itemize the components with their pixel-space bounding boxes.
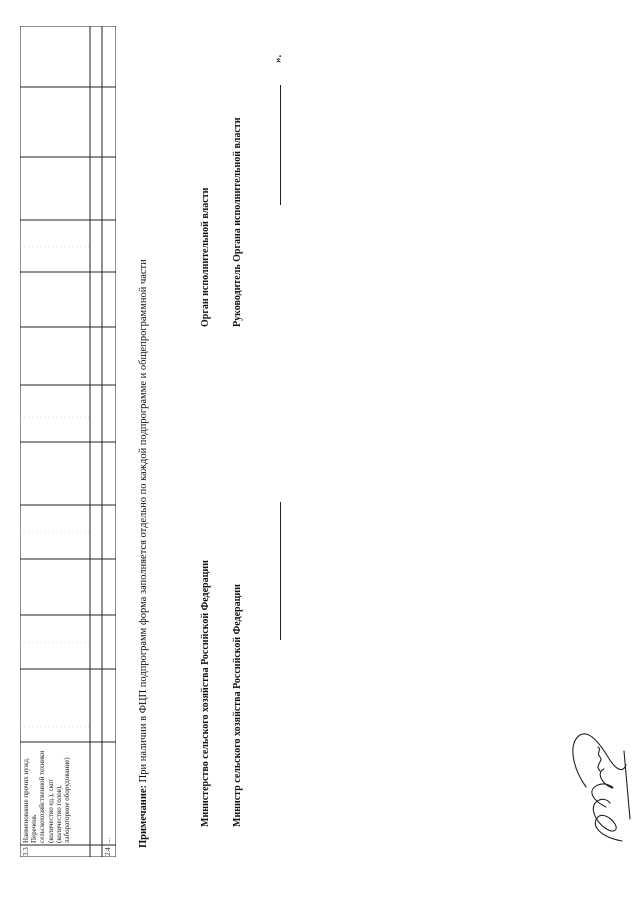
minister-signature-line bbox=[280, 502, 281, 640]
row-label-line: сельскохозяйственной техники bbox=[38, 750, 47, 843]
ministry-name: Министерство сельского хозяйства Российской Федерации bbox=[200, 560, 211, 827]
authority-signature-line bbox=[280, 85, 281, 205]
row-label-line: (количество ед.), скот bbox=[46, 778, 55, 843]
footnote-prefix: Примечание: bbox=[138, 784, 149, 848]
data-table bbox=[20, 26, 116, 857]
row-number: 2.4 bbox=[104, 847, 112, 856]
row-number: 3.3 bbox=[22, 847, 30, 856]
table-grid bbox=[20, 26, 116, 857]
footnote bbox=[138, 259, 149, 848]
authority-head-title: Руководитель Органа исполнительной власти bbox=[232, 117, 243, 327]
row-label-line: лабораторное оборудование) bbox=[63, 757, 72, 843]
date-closing-mark: ». bbox=[272, 54, 284, 63]
row-label-line: Перечень bbox=[30, 814, 39, 843]
row-label-line: Наименование прочих нужд. bbox=[22, 757, 30, 843]
row-label bbox=[22, 751, 71, 843]
minister-title: Министр сельского хозяйства Российской Федерации bbox=[232, 584, 243, 827]
row-label-line: (количество голов), bbox=[54, 785, 63, 843]
footnote-text: При наличии в ФЦП подпрограмм форма заполняется отдельно по каждой подпрограмме и общепрограммной части bbox=[138, 259, 149, 785]
row-label: ... bbox=[104, 837, 112, 843]
handwritten-signature-icon bbox=[560, 727, 640, 847]
authority-name: Орган исполнительной власти bbox=[200, 187, 211, 327]
